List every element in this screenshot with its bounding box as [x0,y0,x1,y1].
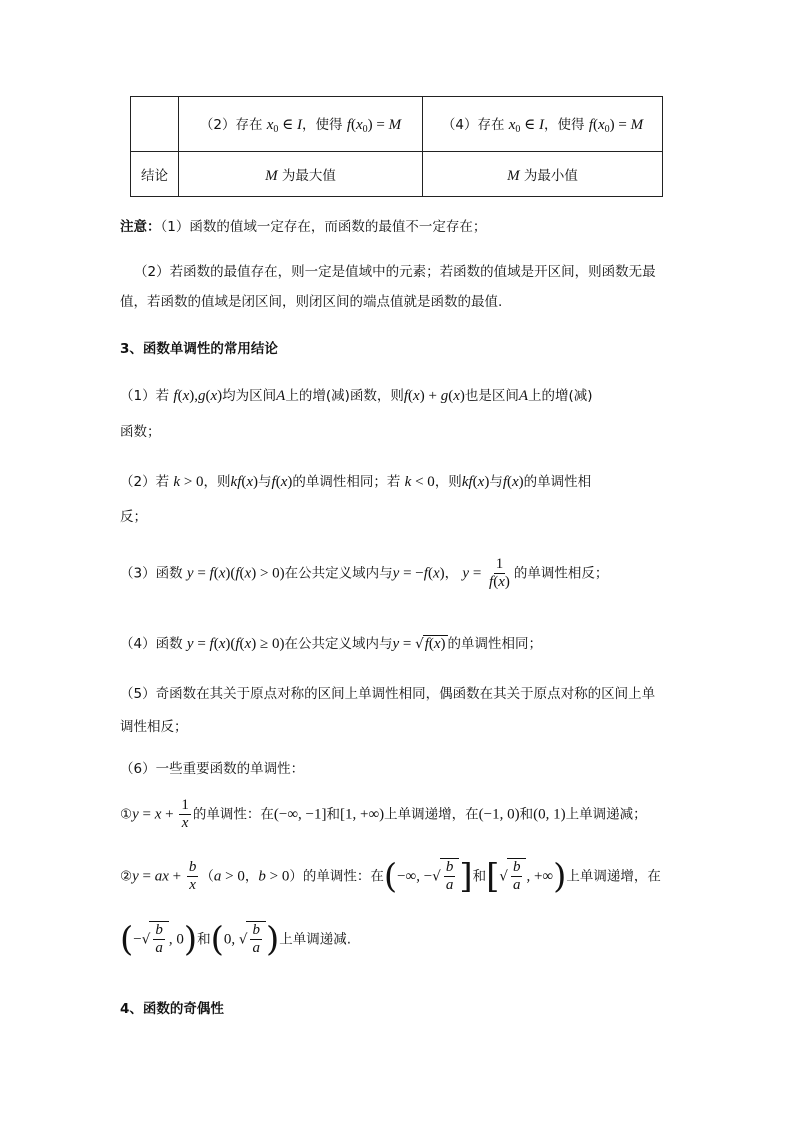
item-4: （4）函数 y = f(x)(f(x) ≥ 0)在公共定义域内与y = √f(x) 的单调性相同； [120,636,543,652]
table-cell-empty [131,97,179,152]
item-5-line-1: （5）奇函数在其关于原点对称的区间上单调性相同，偶函数在其关于原点对称的区间上单 [120,686,656,702]
case-1: ①y = x + $\frac{1}{x}$ 的单调性：在(−∞, −1]和[1, +∞)上单调递增，在(−1, 0)和(0, 1)上单调递减； [120,797,647,831]
section-4-heading: 4、函数的奇偶性 [120,1001,224,1017]
case-2-line-2: (−√ $\frac{b}{a}$ , 0)和(0, √ $\frac{b}{a}$ )上单调递减. [120,919,352,960]
section-3-heading: 3、函数单调性的常用结论 [120,341,278,357]
extremum-table [130,96,663,197]
case-2-line-1: ②y = ax + $\frac{b}{x}$ （a > 0，b > 0）的单调性：在(−∞, −√ $\frac{b}{a}$ ]和[√ $\frac{b}{a}$ , +∞)上单调递增，在 [120,856,661,897]
item-3: （3）函数 y = f(x)(f(x) > 0)在公共定义域内与y = −f(x)， y = $\frac{1}{f(x)}$ 的单调性相反； [120,556,609,590]
table-cell-min-conclusion: M 为最小值 [423,152,663,197]
table-cell-label: 结论 [131,152,179,197]
table-cell-max-conclusion: M 为最大值 [179,152,423,197]
note-line-3: 值，若函数的值域是闭区间，则闭区间的端点值就是函数的最值. [120,294,503,310]
note-text-1: （1）函数的值域一定存在，而函数的最值不一定存在； [160,219,487,235]
item-1-line-2: 函数； [120,424,161,440]
table-row [131,152,663,197]
note-line-2: （2）若函数的最值存在，则一定是值域中的元素；若函数的值域是开区间，则函数无最 [134,264,656,280]
item-1-line-1: （1）若 f(x),g(x)均为区间A上的增(减)函数，则f(x) + g(x)也是区间A上的增(减) [120,388,593,404]
note-line-1 [120,215,486,235]
note-label: 注意： [120,219,161,235]
table-cell-max-condition: （2）存在 $x_0$ ∈ I，使得 $f(x_0) = M$ [179,97,423,152]
item-2-line-2: 反； [120,509,147,525]
item-5-line-2: 调性相反； [120,719,188,735]
table-row [131,97,663,152]
table-cell-min-condition: （4）存在 $x_0$ ∈ I，使得 $f(x_0) = M$ [423,97,663,152]
item-6: （6）一些重要函数的单调性： [120,761,305,777]
item-2-line-1: （2）若 k > 0，则kf(x)与f(x)的单调性相同；若 k < 0，则kf(x)与f(x)的单调性相 [120,474,592,490]
